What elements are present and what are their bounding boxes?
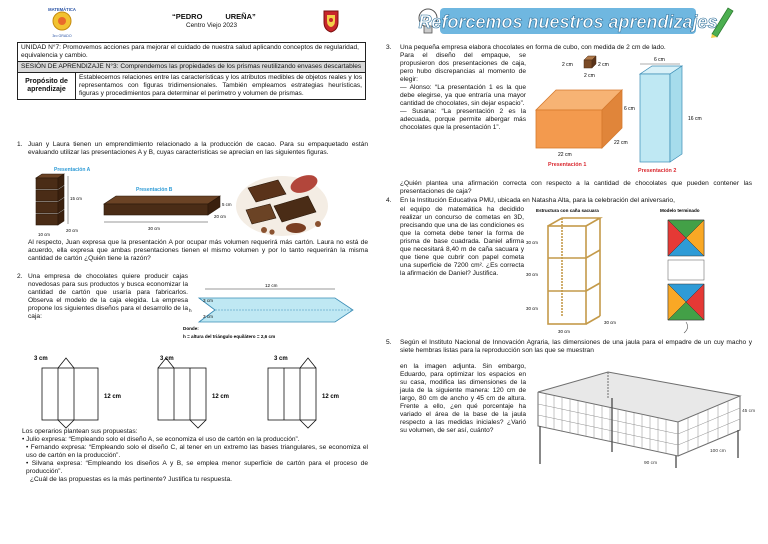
- logo-text-bottom: 3ro GRADO: [52, 34, 72, 38]
- kite-dim-4: 30 cm: [604, 320, 616, 325]
- cage-width: 100 cm: [710, 449, 726, 454]
- pres-b-height: 5 cm: [222, 202, 232, 207]
- q5-text-top: Según el Instituto Nacional de Innovación Agraria, las dimensiones de una jaula para el empadre de un cuy macho y siete hembras listas para la reproducción son las que se muestran: [400, 339, 752, 355]
- proposal-silvana: • Silvana expresa: “Empleando los diseños A y B, se emplea menor superficie de cartón para el proceso de producción”.: [26, 460, 368, 476]
- chocolate-cacao-photo: [234, 166, 330, 238]
- p2-label: Presentación 2: [638, 168, 677, 174]
- p1-height: 6 cm: [624, 106, 635, 112]
- math-logo: [40, 6, 84, 38]
- proposal-fernando: • Fernando expresa: “Empleando solo el diseño C, al tener en un extremo las bases triangulares, se economiza el uso de cartón en la producción”.: [26, 444, 368, 460]
- p1-label: Presentación 1: [548, 162, 587, 168]
- q3-susana: — Susana: “La presentación 2 es la adecuada, porque permite albergar más chocolates que la presentación 1”.: [400, 108, 526, 132]
- pres-a-width: 10 cm: [38, 232, 50, 237]
- model-where: Donde:: [183, 326, 199, 331]
- kite-dim-2: 30 cm: [526, 272, 538, 277]
- model-h: h: [189, 308, 192, 313]
- kite-dim-3: 30 cm: [526, 306, 538, 311]
- cage-height: 45 cm: [742, 409, 756, 414]
- design-a-top-dim: 3 cm: [34, 356, 48, 362]
- struct-label: Estructura con caña sacuara: [536, 208, 599, 213]
- p1-depth: 22 cm: [614, 140, 628, 146]
- pres-b-depth: 20 cm: [214, 214, 226, 219]
- pres-b-label: Presentación B: [136, 187, 173, 193]
- school-name: “PEDRO UREÑA”: [172, 12, 256, 21]
- p2-height: 16 cm: [688, 116, 702, 122]
- reinforce-banner: [418, 2, 718, 40]
- q2-number: 2.: [17, 273, 23, 280]
- q1-text: Juan y Laura tienen un emprendimiento relacionado a la producción de cacao. Para su empaquetado están evaluando utilizar las presentaciones A y B, cuyas características se aprecian en las siguientes figuras.: [28, 141, 368, 157]
- cage-length: 90 cm: [644, 461, 658, 466]
- q5-number: 5.: [386, 339, 392, 346]
- q3-text-left: [400, 52, 526, 132]
- q3-number: 3.: [386, 44, 392, 51]
- kite-dim-5: 30 cm: [558, 329, 570, 334]
- pres-a-height: 15 cm: [70, 196, 82, 201]
- pres-a-label: Presentación A: [54, 167, 91, 173]
- purpose-label: Propósito de aprendizaje: [18, 73, 76, 99]
- design-a: [28, 352, 128, 430]
- design-b-top-dim: 3 cm: [160, 356, 174, 362]
- kite-model-figure: [654, 206, 724, 334]
- model-side: 3 cm: [203, 298, 213, 303]
- design-a-side-dim: 12 cm: [104, 394, 122, 400]
- q2-proposals: [22, 428, 368, 484]
- presentation-a-figure: [28, 166, 98, 238]
- q2-text: Una empresa de chocolates quiere producir cajas novedosas para sus productos y busca economizar la cantidad de cartón que usaría para fabricarlos. Observa el modelo de la caja elegida. La empresa propone los siguientes diseños para el desarrollo de la caja:: [28, 273, 188, 321]
- q4-text-left: el equipo de matemática ha decidido realizar un concurso de cometas en 3D, precisando que una de las condiciones es que la cometa debe tener la forma de prisma de base cuadrada. Daniel afirma que necesitará 8,40 m de caña sacuara y que tiene que cubrir con papel cometa una superficie de 7200 cm². ¿Es correcta la afirmación de Daniel? Justifica.: [400, 206, 524, 278]
- model-label: Modelo terminado: [660, 208, 700, 213]
- design-c-side-dim: 12 cm: [322, 394, 340, 400]
- pres-a-depth: 20 cm: [66, 228, 78, 233]
- design-c: [254, 352, 354, 430]
- purpose-text: Establecemos relaciones entre las características y los atributos medibles de objetos reales y los representamos con figuras tridimensionales. También empleamos estrategias heurísticas, figuras y procedimientos para determinar el perímetro y volumen de prismas.: [79, 74, 362, 98]
- school-crest-icon: [322, 9, 340, 33]
- q2-intro-line: [28, 273, 188, 321]
- design-b: [144, 352, 244, 430]
- design-b-side-dim: 12 cm: [212, 394, 230, 400]
- banner-title: Reforcemos nuestros aprendizajes: [418, 12, 718, 32]
- logo-text-top: MATEMÁTICA: [48, 7, 76, 12]
- p2-top: 6 cm: [654, 57, 665, 63]
- q4-number: 4.: [386, 197, 392, 204]
- cube-dim-b: 2 cm: [598, 62, 609, 68]
- cage-figure: [528, 352, 764, 470]
- purpose-row: [18, 73, 365, 99]
- q3-alonso: — Alonso: “La presentación 1 es la que debe elegirse, ya que entraría una mayor cantidad de chocolates, sin dejar espacio”.: [400, 84, 526, 108]
- q2-question: ¿Cuál de las propuestas es la más pertinente? Justifica tu respuesta.: [30, 476, 232, 484]
- model-side-2: 3 cm: [203, 314, 213, 319]
- design-c-top-dim: 3 cm: [274, 356, 288, 362]
- school-subtitle: Centro Viejo 2023: [186, 22, 238, 29]
- session-text: SESIÓN DE APRENDIZAJE N°3: Comprendemos las propiedades de los prismas reutilizando envases descartables: [21, 63, 362, 71]
- presentation-b-figure: [96, 184, 236, 234]
- unit-row: [18, 43, 365, 62]
- proposals-title: Los operarios plantean sus propuestas:: [22, 428, 138, 435]
- q3-boxes-figure: [528, 52, 758, 178]
- session-row: [18, 62, 365, 73]
- info-table: [17, 42, 366, 100]
- q3-intro: Para el diseño del empaque, se propusieron dos presentaciones de caja, pero hubo discrepancias al momento de elegir:: [400, 52, 526, 84]
- kite-structure-figure: [524, 206, 634, 336]
- proposal-julio: • Julio expresa: “Empleando solo el diseño A, se economiza el uso de cartón en la producción”.: [22, 436, 300, 444]
- pencil-icon: [706, 4, 736, 38]
- cube-dim-c: 2 cm: [584, 73, 595, 79]
- cube-dim-a: 2 cm: [562, 62, 573, 68]
- kite-dim-1: 30 cm: [526, 240, 538, 245]
- q3-question: ¿Quién plantea una afirmación correcta con respecto a la cantidad de chocolates que pueden contener las presentaciones de caja?: [400, 180, 752, 196]
- q2-box-model: [175, 278, 365, 340]
- model-length: 12 cm: [265, 283, 278, 288]
- q1-after-text: Al respecto, Juan expresa que la presentación A por ocupar más volumen requerirá más cartón. Laura no está de acuerdo, ella expresa que ambas presentaciones tienen el mismo volumen y por lo tanto requerirán la misma cantidad de cartón ¿Quién tiene la razón?: [28, 239, 368, 263]
- pres-b-width: 30 cm: [148, 226, 160, 231]
- unit-text: UNIDAD N°7: Promovemos acciones para mejorar el cuidado de nuestra salud aplicando conceptos de regularidad, equivalencia y cambio.: [21, 44, 360, 60]
- p1-width: 22 cm: [558, 152, 572, 158]
- q3-text-top: Una pequeña empresa elabora chocolates en forma de cubo, con medida de 2 cm de lado.: [400, 44, 666, 51]
- q1-number: 1.: [17, 141, 23, 148]
- model-where-def: h = altura del triángulo equilátero = 2,6 cm: [183, 334, 276, 339]
- q5-text-left: en la imagen adjunta. Sin embargo, Eduardo, para optimizar los espacios en su casa, modifica las dimensiones de la jaula de la siguiente manera: 120 cm de largo, 80 cm de ancho y 45 cm de altura. Frente a ello, ¿en qué porcentaje ha variado el área de la base de la jaula respecto a las medidas iniciales? ¿Varió su volumen, de ser así, cuánto?: [400, 363, 526, 435]
- q4-text-top: En la Institución Educativa PMU, ubicada en Natasha Alta, para la celebración del aniversario,: [400, 197, 675, 204]
